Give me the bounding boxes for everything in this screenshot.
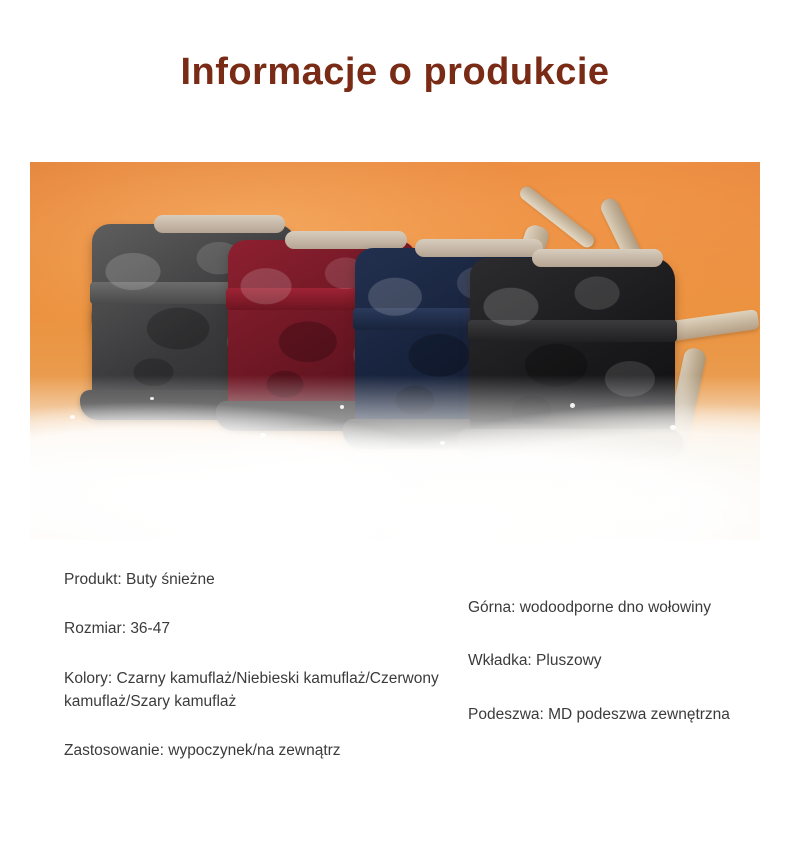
snow-ground <box>30 375 760 540</box>
product-specs <box>30 540 760 797</box>
fur-lining <box>415 239 543 257</box>
fur-lining <box>532 249 663 267</box>
specs-column-left <box>30 568 468 797</box>
product-photo <box>30 162 760 540</box>
fur-lining <box>285 231 407 249</box>
spec-insole: Wkładka: Pluszowy <box>468 652 602 670</box>
specs-column-right <box>468 568 760 797</box>
spec-product: Produkt: Buty śnieżne <box>64 571 215 588</box>
spec-outsole: Podeszwa: MD podeszwa zewnętrzna <box>468 705 730 723</box>
spec-upper: Górna: wodoodporne dno wołowiny <box>468 599 711 616</box>
spec-colors: Kolory: Czarny kamuflaż/Niebieski kamuflaż/Czerwony kamuflaż/Szary kamuflaż <box>64 669 439 710</box>
spec-application: Zastosowanie: wypoczynek/na zewnątrz <box>64 742 341 759</box>
product-info-card <box>30 162 760 797</box>
boot-strap <box>468 320 677 342</box>
page-title: Informacje o produkcie <box>180 51 610 93</box>
fur-lining <box>154 215 285 233</box>
spec-size: Rozmiar: 36-47 <box>64 620 170 638</box>
